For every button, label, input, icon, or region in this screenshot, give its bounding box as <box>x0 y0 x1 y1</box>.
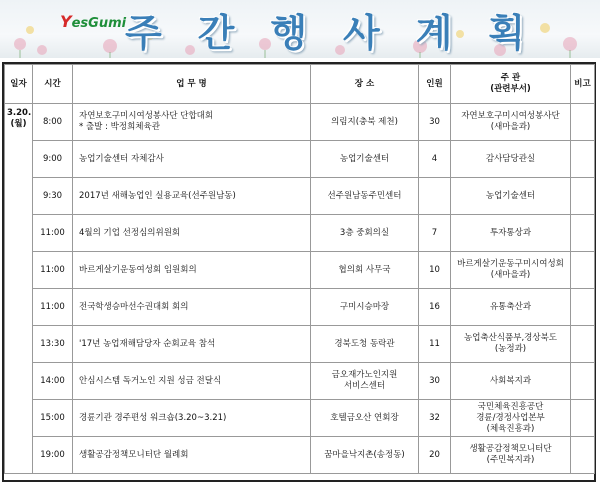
note-cell <box>571 289 595 326</box>
people-cell: 32 <box>419 400 451 437</box>
task-cell: 경륜기관 경주편성 워크숍(3.20~3.21) <box>73 400 311 437</box>
time-cell: 11:00 <box>33 252 73 289</box>
host-cell: 바르게살기운동구미시여성회 (새마을과) <box>451 252 571 289</box>
people-cell: 30 <box>419 363 451 400</box>
host-cell: 사회복지과 <box>451 363 571 400</box>
time-cell: 13:30 <box>33 326 73 363</box>
place-cell: 선주원남동주민센터 <box>311 178 419 215</box>
schedule-frame <box>2 62 596 482</box>
host-cell: 농업기술센터 <box>451 178 571 215</box>
note-cell <box>571 215 595 252</box>
note-cell <box>571 437 595 474</box>
note-cell <box>571 326 595 363</box>
host-cell: 생활공감정책모니터단 (주민복지과) <box>451 437 571 474</box>
note-cell <box>571 178 595 215</box>
table-row <box>5 289 595 326</box>
place-cell: 호텔금오산 연회장 <box>311 400 419 437</box>
note-cell <box>571 141 595 178</box>
people-cell: 11 <box>419 326 451 363</box>
table-header-row <box>5 65 595 104</box>
yesgumi-logo <box>60 12 126 31</box>
place-cell: 구미시승마장 <box>311 289 419 326</box>
logo-text: esGumi <box>71 16 127 31</box>
note-cell <box>571 252 595 289</box>
header-people: 인원 <box>419 65 451 104</box>
logo-mark: Y <box>60 12 72 31</box>
date-cell: 3.20. (월) <box>5 104 33 474</box>
schedule-table <box>4 64 595 474</box>
table-row <box>5 363 595 400</box>
time-cell: 11:00 <box>33 215 73 252</box>
table-row <box>5 252 595 289</box>
table-row <box>5 141 595 178</box>
time-cell: 14:00 <box>33 363 73 400</box>
host-cell: 농업축산식품부,경상북도 (농정과) <box>451 326 571 363</box>
time-cell: 9:30 <box>33 178 73 215</box>
time-cell: 9:00 <box>33 141 73 178</box>
place-cell: 의림지(충북 제천) <box>311 104 419 141</box>
time-cell: 15:00 <box>33 400 73 437</box>
title-char: 획 <box>488 10 525 55</box>
header-host-title: 주 관 <box>500 73 521 83</box>
task-cell: 안심시스템 독거노인 지원 성금 전달식 <box>73 363 311 400</box>
header-host <box>451 65 571 104</box>
place-cell: 꿈마을낙지촌(송정동) <box>311 437 419 474</box>
task-cell: '17년 농업재해담당자 순회교육 참석 <box>73 326 311 363</box>
people-cell: 20 <box>419 437 451 474</box>
place-cell: 농업기술센터 <box>311 141 419 178</box>
task-cell: 농업기술센터 자체감사 <box>73 141 311 178</box>
title-char: 간 <box>197 10 235 55</box>
time-cell: 8:00 <box>33 104 73 141</box>
title-char: 계 <box>415 10 453 55</box>
host-cell: 감사담당관실 <box>451 141 571 178</box>
note-cell <box>571 104 595 141</box>
table-row <box>5 178 595 215</box>
title-char: 주 <box>125 10 162 55</box>
title-char: 사 <box>342 10 380 55</box>
table-row <box>5 400 595 437</box>
table-row <box>5 437 595 474</box>
note-cell <box>571 363 595 400</box>
host-cell: 유통축산과 <box>451 289 571 326</box>
title-char: 행 <box>270 10 308 55</box>
place-cell: 금오재가노인지원 서비스센터 <box>311 363 419 400</box>
task-cell: 전국학생승마선수권대회 회의 <box>73 289 311 326</box>
time-cell: 11:00 <box>33 289 73 326</box>
task-cell: 자연보호구미시여성봉사단 단합대회 * 출발 : 박정희체육관 <box>73 104 311 141</box>
task-cell: 바르게살기운동여성회 임원회의 <box>73 252 311 289</box>
table-row <box>5 104 595 141</box>
table-row <box>5 326 595 363</box>
header-task: 업 무 명 <box>73 65 311 104</box>
people-cell <box>419 178 451 215</box>
task-cell: 생활공감정책모니터단 월례회 <box>73 437 311 474</box>
people-cell: 10 <box>419 252 451 289</box>
people-cell: 4 <box>419 141 451 178</box>
header-time: 시간 <box>33 65 73 104</box>
place-cell: 협의회 사무국 <box>311 252 419 289</box>
host-cell: 국민체육진흥공단 경륜/경정사업본부 (체육진흥과) <box>451 400 571 437</box>
people-cell: 16 <box>419 289 451 326</box>
table-row <box>5 215 595 252</box>
page-title <box>125 4 525 54</box>
header-host-sub: (관련부서) <box>490 84 531 94</box>
header-date: 일자 <box>5 65 33 104</box>
task-cell: 2017년 새해농업인 실용교육(선주원남동) <box>73 178 311 215</box>
header-banner <box>0 0 600 58</box>
header-place: 장 소 <box>311 65 419 104</box>
host-cell: 자연보호구미시여성봉사단 (새마을과) <box>451 104 571 141</box>
time-cell: 19:00 <box>33 437 73 474</box>
place-cell: 3층 중회의실 <box>311 215 419 252</box>
header-note: 비고 <box>571 65 595 104</box>
people-cell: 30 <box>419 104 451 141</box>
task-cell: 4월의 기업 선정심의위원회 <box>73 215 311 252</box>
place-cell: 경북도청 동락관 <box>311 326 419 363</box>
note-cell <box>571 400 595 437</box>
host-cell: 투자통상과 <box>451 215 571 252</box>
people-cell: 7 <box>419 215 451 252</box>
